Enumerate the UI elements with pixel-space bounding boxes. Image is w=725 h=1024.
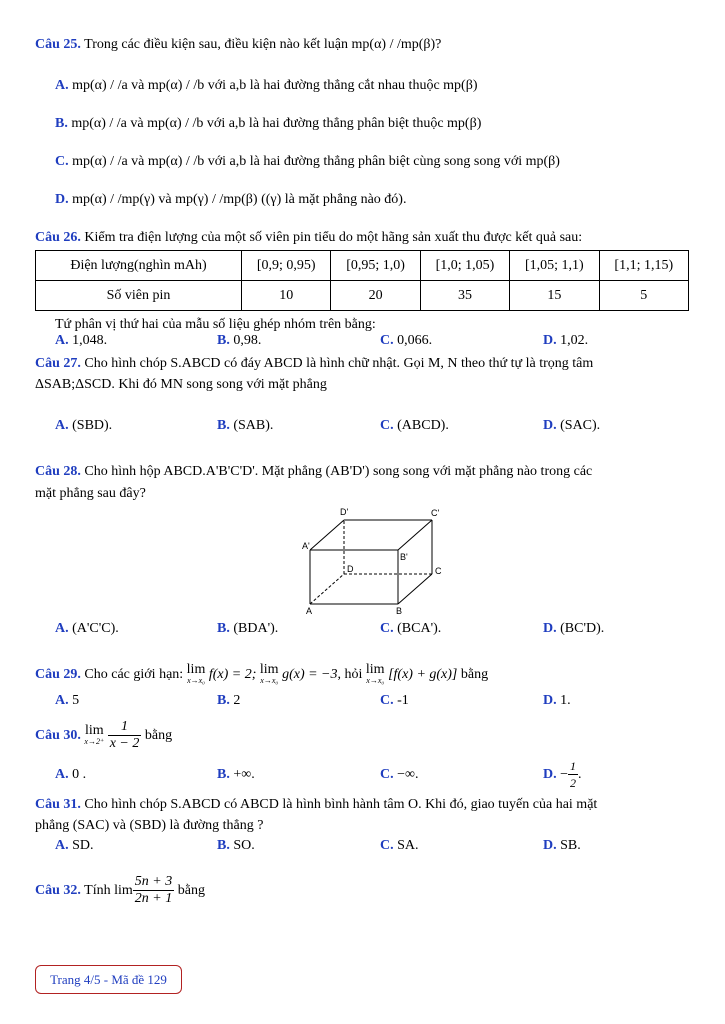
vertex-label-a: A (306, 606, 313, 616)
q31-stem-line2: phẳng (SAC) và (SBD) là đường thẳng ? (35, 818, 264, 833)
q31-option-a: A. SD. (55, 838, 94, 853)
table-cell: 5 (599, 281, 688, 311)
table-row (36, 251, 689, 281)
q27-stem: Câu 27. Cho hình chóp S.ABCD có đáy ABCD là hình chữ nhật. Gọi M, N theo thứ tự là trọng tâm (35, 356, 594, 371)
q26-option-d: D. 1,02. (543, 333, 589, 348)
q25-option-a: A. mp(α) / /a và mp(α) / /b với a,b là hai đường thẳng cắt nhau thuộc mp(β) (55, 78, 478, 93)
q27-option-c: C. (ABCD). (380, 418, 449, 433)
q32-fraction: $\frac{5n + 3}{2n + 1}$ (134, 874, 173, 907)
page-footer: Trang 4/5 - Mã đề 129 (35, 965, 182, 994)
q27-option-b: B. (SAB). (217, 418, 274, 433)
vertex-label-c: C (435, 566, 442, 576)
q30-option-c: C. −∞. (380, 767, 419, 782)
limit-operator: lim x→x₀ (259, 661, 279, 685)
q29-option-c: C. -1 (380, 693, 409, 708)
q32-label: Câu 32. (35, 883, 81, 898)
q28-option-d: D. (BC'D). (543, 621, 605, 636)
edge-a1d1 (310, 520, 344, 550)
q26-option-b: B. 0,98. (217, 333, 262, 348)
q26-question: Tứ phân vị thứ hai của mẫu số liệu ghép nhóm trên bằng: (55, 317, 376, 332)
table-header-cell: Điện lượng(nghìn mAh) (36, 251, 242, 281)
q25-option-b: B. mp(α) / /a và mp(α) / /b với a,b là hai đường thẳng phân biệt thuộc mp(β) (55, 116, 482, 131)
limit-operator: lim x→x₀ (365, 661, 385, 685)
table-header-cell: Số viên pin (36, 281, 242, 311)
table-cell: [1,0; 1,05) (420, 251, 509, 281)
limit-operator: lim x→x₀ (186, 661, 206, 685)
q25-stem: Câu 25. Trong các điều kiện sau, điều kiện nào kết luận mp(α) / /mp(β)? (35, 37, 442, 52)
q30-option-d-fraction: $\frac{1}{2}$ (570, 759, 577, 791)
limit-operator: lim x→2⁺ (84, 722, 105, 746)
q30-option-b: B. +∞. (217, 767, 255, 782)
q25-label: Câu 25. (35, 37, 81, 52)
vertex-label-d: D (347, 564, 354, 574)
q27-option-d: D. (SAC). (543, 418, 601, 433)
q28-option-c: C. (BCA'). (380, 621, 442, 636)
vertex-label-d1: D' (340, 507, 349, 517)
q26-stem: Câu 26. Kiểm tra điện lượng của một số viên pin tiểu do một hãng sản xuất thu được kết quả sau: (35, 230, 583, 245)
q26-data-table (35, 250, 689, 311)
table-cell: [1,1; 1,15) (599, 251, 688, 281)
q31-option-c: C. SA. (380, 838, 419, 853)
q26-option-c: C. 0,066. (380, 333, 433, 348)
q29-option-a: A. 5 (55, 693, 80, 708)
table-cell: [0,9; 0,95) (242, 251, 331, 281)
vertex-label-a1: A' (302, 541, 310, 551)
q32-stem: Câu 32. Tính lim $\frac{5n + 3}{2n + 1}$ bằng (35, 874, 205, 907)
q28-option-b: B. (BDA'). (217, 621, 279, 636)
q28-stem-line2: mặt phẳng sau đây? (35, 486, 146, 501)
table-cell: 35 (420, 281, 509, 311)
q28-option-a: A. (A'C'C). (55, 621, 119, 636)
q26-option-a: A. 1,048. (55, 333, 108, 348)
table-cell: [1,05; 1,1) (510, 251, 599, 281)
table-cell: 10 (242, 281, 331, 311)
table-cell: 20 (331, 281, 420, 311)
vertex-label-b: B (396, 606, 403, 616)
q28-parallelepiped-figure (290, 500, 460, 620)
vertex-label-b1: B' (400, 552, 408, 562)
q31-option-d: D. SB. (543, 838, 581, 853)
table-row (36, 281, 689, 311)
edge-ad-hidden (310, 574, 344, 604)
q29-stem: Câu 29. Cho các giới hạn: lim x→x₀ f(x) = 2; lim x→x₀ g(x) = −3, hỏi lim x→x₀ [f(x) + g(x)] bằng (35, 661, 489, 685)
q27-stem-line2: ΔSAB;ΔSCD. Khi đó MN song song với mặt phẳng (35, 377, 327, 392)
q27-option-a: A. (SBD). (55, 418, 113, 433)
q29-option-b: B. 2 (217, 693, 241, 708)
vertex-label-c1: C' (431, 508, 440, 518)
table-cell: 15 (510, 281, 599, 311)
q31-label: Câu 31. (35, 797, 81, 812)
q27-label: Câu 27. (35, 356, 81, 371)
q30-fraction: $\frac{1}{x - 2}$ (109, 719, 140, 752)
q28-label: Câu 28. (35, 464, 81, 479)
q30-stem: Câu 30. lim x→2⁺ $\frac{1}{x - 2}$ bằng (35, 719, 173, 752)
q29-label: Câu 29. (35, 667, 81, 682)
q30-option-d: D. − $\frac{1}{2}$ . (543, 759, 582, 791)
q30-label: Câu 30. (35, 728, 81, 743)
q31-stem: Câu 31. Cho hình chóp S.ABCD có ABCD là hình bình hành tâm O. Khi đó, giao tuyến của hai mặt (35, 797, 598, 812)
table-cell: [0,95; 1,0) (331, 251, 420, 281)
q25-option-d: D. mp(α) / /mp(γ) và mp(γ) / /mp(β) ((γ) là mặt phẳng nào đó). (55, 192, 407, 207)
edge-bc (398, 574, 432, 604)
q26-label: Câu 26. (35, 230, 81, 245)
q31-option-b: B. SO. (217, 838, 255, 853)
q25-option-c: C. mp(α) / /a và mp(α) / /b với a,b là hai đường thẳng phân biệt cùng song song với mp(β) (55, 154, 560, 169)
limit-operator: lim (114, 883, 133, 898)
q30-option-a: A. 0 . (55, 767, 87, 782)
q28-stem: Câu 28. Cho hình hộp ABCD.A'B'C'D'. Mặt phẳng (AB'D') song song với mặt phẳng nào trong các (35, 464, 593, 479)
edge-b1c1 (398, 520, 432, 550)
q29-option-d: D. 1. (543, 693, 571, 708)
